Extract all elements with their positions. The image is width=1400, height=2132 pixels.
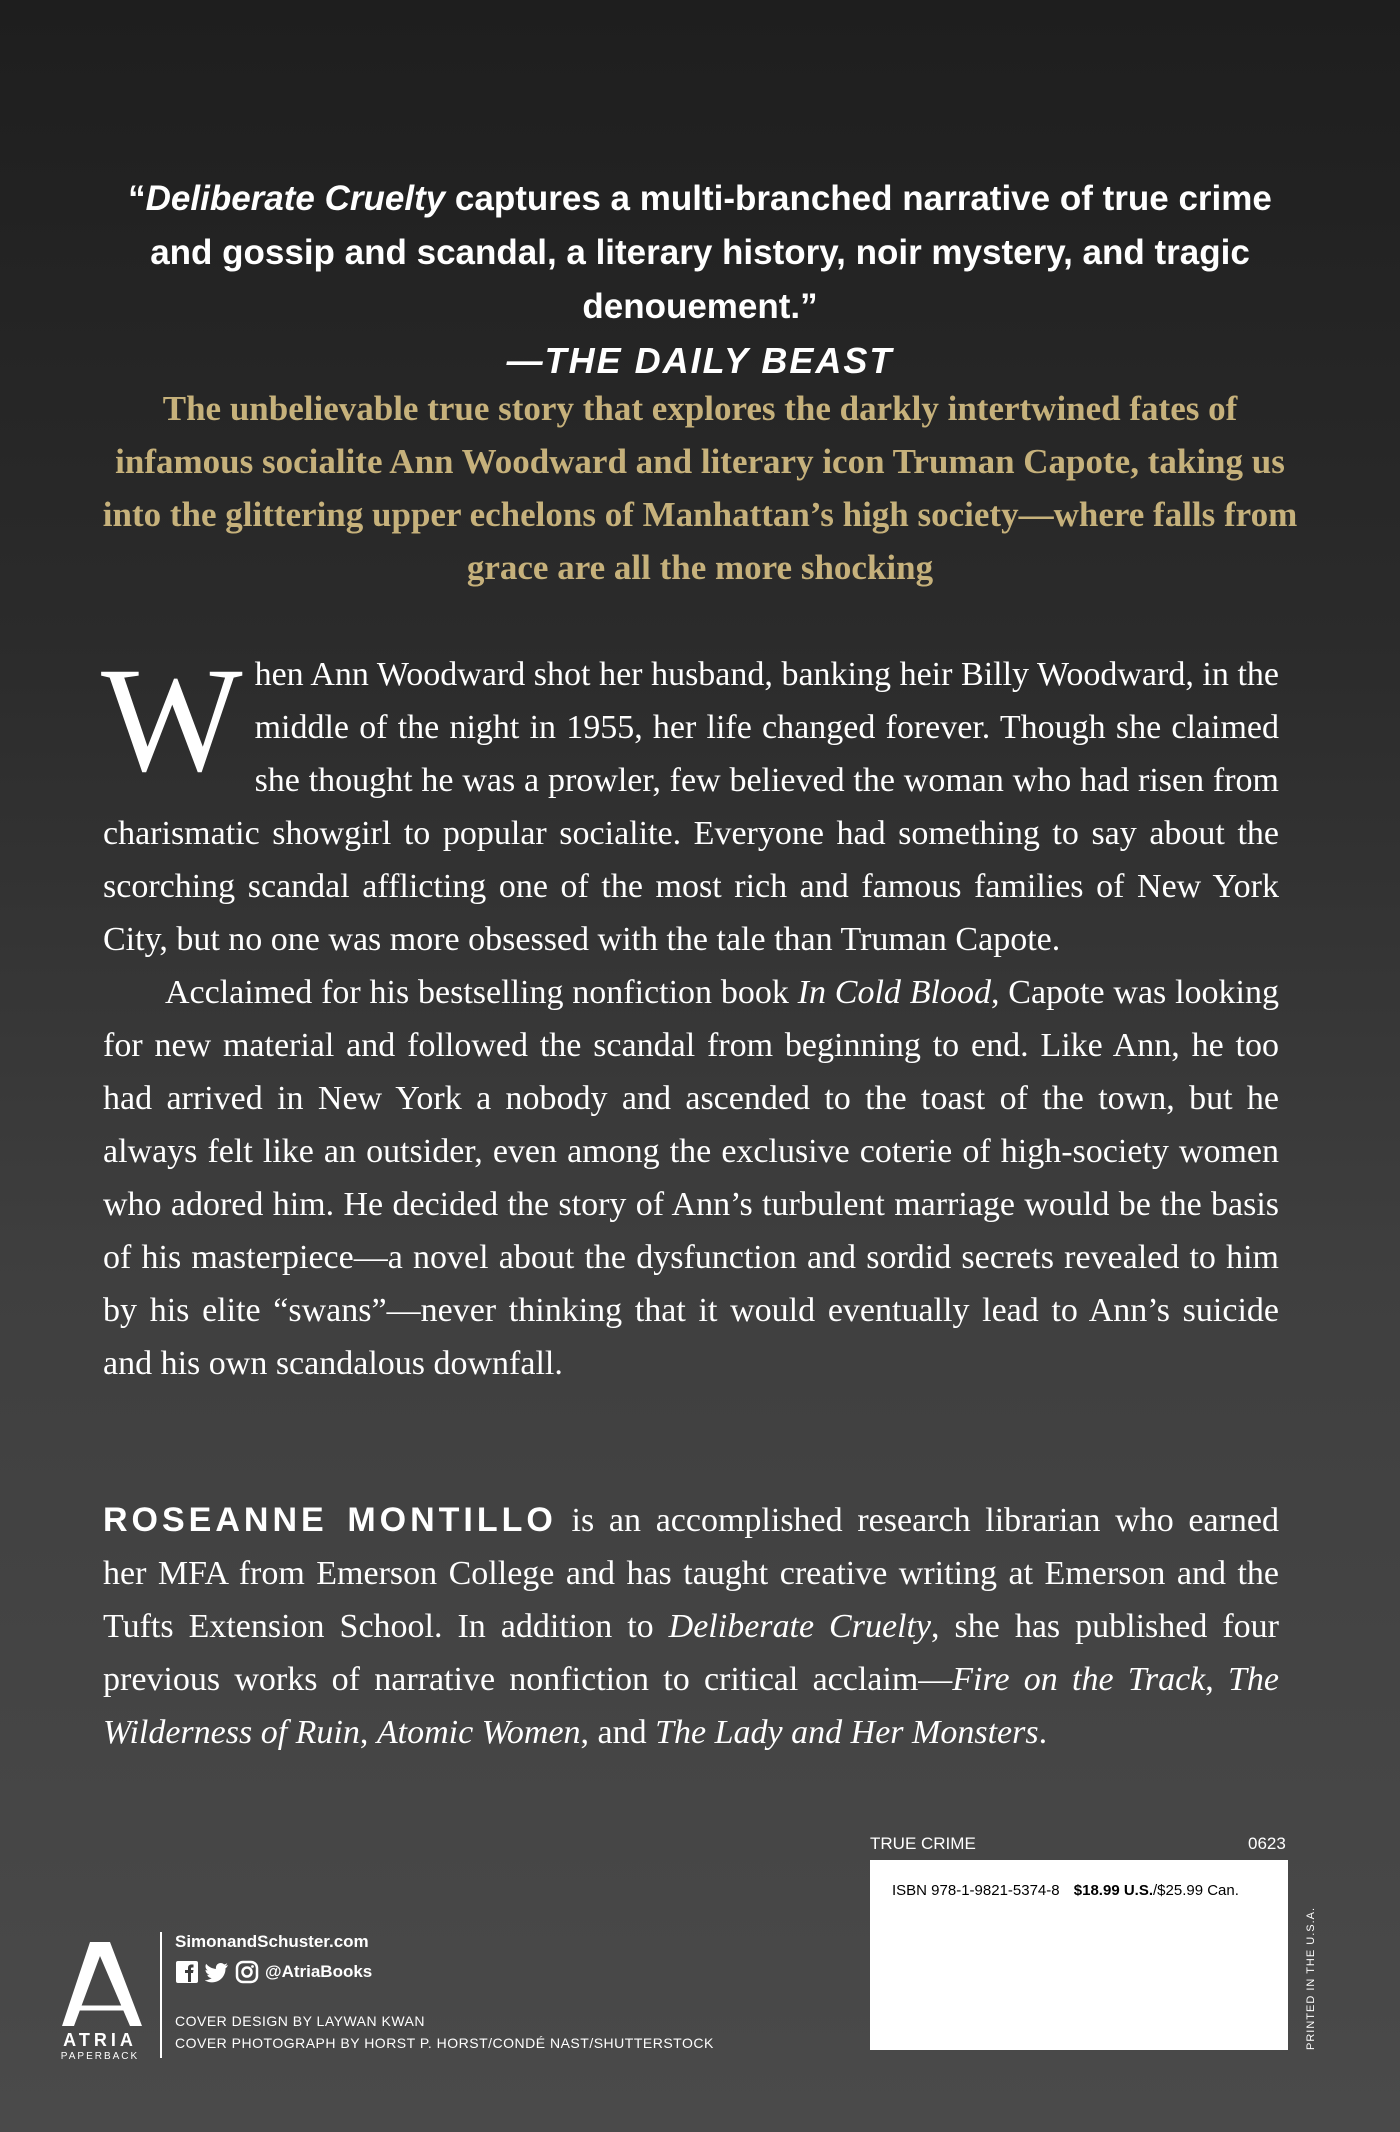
bio-text-1: is an accomplished research librarian who earned her MFA from Emerson College and has taught creative writing at Emerson and the Tufts Extension School. In addition to [103,1502,1279,1645]
description-paragraph-2 [103,966,1279,1390]
instagram-icon[interactable] [235,1960,259,1984]
isbn: ISBN 978-1-9821-5374-8 [892,1882,1060,1899]
social-handle[interactable]: @AtriaBooks [265,1962,373,1981]
printed-in-usa: PRINTED IN THE U.S.A. [1305,1906,1317,2050]
social-links [175,1958,372,1986]
author-bio [103,1494,1279,1759]
quote-open-mark: “ [128,179,146,218]
category-code: 0623 [1248,1834,1286,1853]
logo-line-2: PAPERBACK [60,2051,140,2062]
bio-sep-1: , [1205,1661,1229,1698]
twitter-icon[interactable] [205,1960,229,1984]
bio-book-2: Fire on the Track [952,1661,1206,1698]
cover-design-credit: COVER DESIGN BY LAYWAN KWAN [175,2013,425,2029]
price-can: /$25.99 Can. [1153,1882,1239,1899]
bio-end: . [1038,1714,1048,1751]
category-label: TRUE CRIME [870,1834,976,1853]
isbn-price-line [892,1882,1239,1899]
description-p2-start: Acclaimed for his bestselling nonfiction book [165,974,798,1011]
description-p2-rest: , Capote was looking for new material and followed the scandal from beginning to end. Like Ann, he too had arrived in New York a nobody and ascended to the toast of the town, but he always felt like an outsider, even among the exclusive coterie of high-society women who adored him. He decided the story of Ann’s turbulent marriage would be the basis of his masterpiece—a novel about the dysfunction and sordid secrets revealed to him by his elite “swans”—never thinking that it would eventually lead to Ann’s suicide and his own scandalous downfall. [103,974,1279,1382]
bio-text-2: , she has published four previous works of narrative nonfiction to critical acclaim— [103,1608,1279,1698]
drop-cap: W [101,637,243,803]
description-paragraph-1 [101,637,1279,966]
bio-sep-3: , and [580,1714,656,1751]
tagline: The unbelievable true story that explores the darkly intertwined fates of infamous socialite Ann Woodward and literary icon Truman Capote, taking us into the glittering upper echelons of Manhattan’s high society—where falls from grace are all the more shocking [102,389,1298,587]
publisher-website[interactable]: SimonandSchuster.com [175,1932,369,1951]
bio-book-5: The Lady and Her Monsters [655,1714,1039,1751]
description-p2-title: In Cold Blood [797,974,991,1011]
quote-book-title: Deliberate Cruelty [145,179,446,218]
bio-book-4: Atomic Women [376,1714,581,1751]
bio-book-3: The Wilderness of Ruin [103,1661,1280,1751]
bio-sep-2: , [359,1714,377,1751]
quote-text: captures a multi-branched narrative of true crime and gossip and scandal, a literary history, noir mystery, and tragic denouement.” [150,179,1272,326]
quote-attribution: —THE DAILY BEAST [506,340,894,381]
author-name: ROSEANNE MONTILLO [103,1501,557,1539]
cover-photo-credit: COVER PHOTOGRAPH BY HORST P. HORST/CONDÉ NAST/SHUTTERSTOCK [175,2035,714,2051]
book-description [101,637,1279,1390]
atria-logo-text [52,2030,148,2062]
logo-line-1: ATRIA [63,2030,137,2050]
bio-book-1: Deliberate Cruelty [668,1608,932,1645]
review-quote [100,172,1300,388]
logo-divider [160,1932,162,2058]
facebook-icon[interactable] [175,1960,199,1984]
barcode-box [870,1860,1288,2050]
description-p1-text: hen Ann Woodward shot her husband, banking heir Billy Woodward, in the middle of the night in 1955, her life changed forever. Though she claimed she thought he was a prowler, few believed the woman who had risen from charismatic showgirl to popular socialite. Everyone had something to say about the scorching scandal afflicting one of the most rich and famous families of New York City, but no one was more obsessed with the tale than Truman Capote. [103,656,1279,958]
price-us: $18.99 U.S. [1073,1882,1153,1899]
